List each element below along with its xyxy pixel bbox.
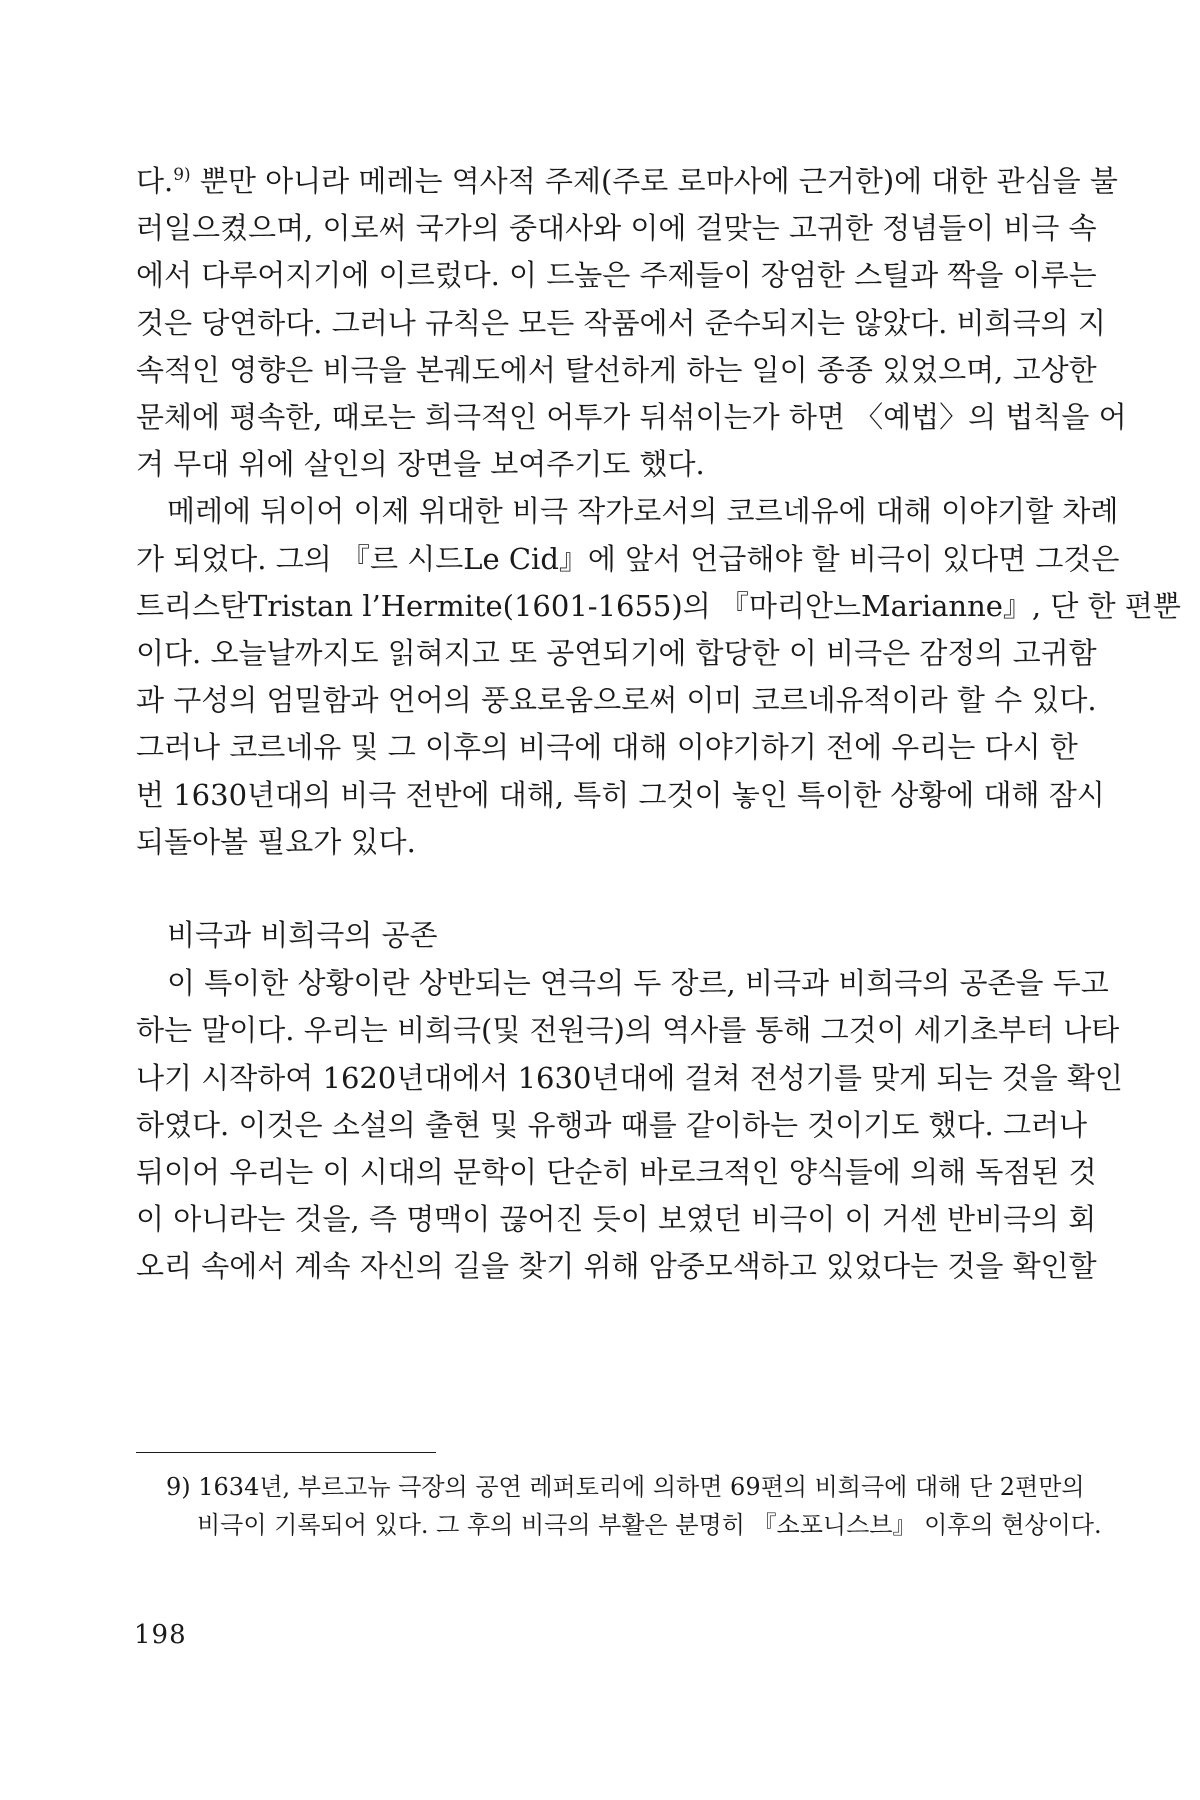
text-line: 러일으켰으며, 이로써 국가의 중대사와 이에 걸맞는 고귀한 정념들이 비극 속 [136,211,1097,246]
footnote-ref: 9) [173,165,191,185]
page-number: 198 [134,1620,187,1650]
text-line: 속적인 영향은 비극을 본궤도에서 탈선하게 하는 일이 종종 있었으며, 고상한 [136,352,1097,387]
footnote-divider [136,1452,436,1453]
section-heading: 비극과 비희극의 공존 [167,918,438,953]
text-line: 이 특이한 상황이란 상반되는 연극의 두 장르, 비극과 비희극의 공존을 두고 [167,966,1109,1001]
footnote-line: 9) 1634년, 부르고뉴 극장의 공연 레퍼토리에 의하면 69편의 비희극에 대해 단 2편만의 [166,1473,1085,1501]
text-line: 트리스탄Tristan l’Hermite(1601-1655)의 『마리안느Marianne』, 단 한 편뿐 [136,588,1181,623]
text-line: 뒤이어 우리는 이 시대의 문학이 단순히 바로크적인 양식들에 의해 독점된 것 [136,1155,1097,1190]
text-segment: 다. [136,164,174,198]
text-line: 가 되었다. 그의 『르 시드Le Cid』에 앞서 언급해야 할 비극이 있다면 그것은 [136,541,1120,576]
text-line: 것은 당연하다. 그러나 규칙은 모든 작품에서 준수되지는 않았다. 비희극의 지 [136,305,1106,340]
text-line: 메레에 뒤이어 이제 위대한 비극 작가로서의 코르네유에 대해 이야기할 차례 [167,494,1119,529]
text-line: 하는 말이다. 우리는 비희극(및 전원극)의 역사를 통해 그것이 세기초부터 나타 [136,1013,1120,1048]
text-line: 문체에 평속한, 때로는 희극적인 어투가 뒤섞이는가 하면 〈예법〉의 법칙을 어 [136,400,1127,435]
text-line [136,158,1118,205]
text-line: 이 아니라는 것을, 즉 명맥이 끊어진 듯이 보였던 비극이 이 거센 반비극의 회 [136,1202,1097,1237]
text-line: 이다. 오늘날까지도 읽혀지고 또 공연되기에 합당한 이 비극은 감정의 고귀함 [136,636,1097,671]
main-text [136,158,1181,1291]
text-line: 나기 시작하여 1620년대에서 1630년대에 걸쳐 전성기를 맞게 되는 것을 확인 [136,1060,1123,1095]
text-line: 그러나 코르네유 및 그 이후의 비극에 대해 이야기하기 전에 우리는 다시 한 [136,730,1078,765]
text-line: 번 1630년대의 비극 전반에 대해, 특히 그것이 놓인 특이한 상황에 대해 잠시 [136,777,1105,812]
footnote-line: 비극이 기록되어 있다. 그 후의 비극의 부활은 분명히 『소포니스브』 이후의 현상이다. [197,1511,1102,1539]
text-line: 에서 다루어지기에 이르렀다. 이 드높은 주제들이 장엄한 스틸과 짝을 이루는 [136,258,1097,293]
text-line: 되돌아볼 필요가 있다. [136,824,416,859]
text-segment: 뿐만 아니라 메레는 역사적 주제(주로 로마사에 근거한)에 대한 관심을 불 [190,164,1118,198]
text-line: 과 구성의 엄밀함과 언어의 풍요로움으로써 이미 코르네유적이라 할 수 있다. [136,683,1097,718]
text-line: 하였다. 이것은 소설의 출현 및 유행과 때를 같이하는 것이기도 했다. 그러나 [136,1107,1088,1142]
footnote [166,1468,1102,1544]
text-line: 겨 무대 위에 살인의 장면을 보여주기도 했다. [136,447,705,482]
text-line: 오리 속에서 계속 자신의 길을 찾기 위해 암중모색하고 있었다는 것을 확인할 [136,1249,1097,1284]
